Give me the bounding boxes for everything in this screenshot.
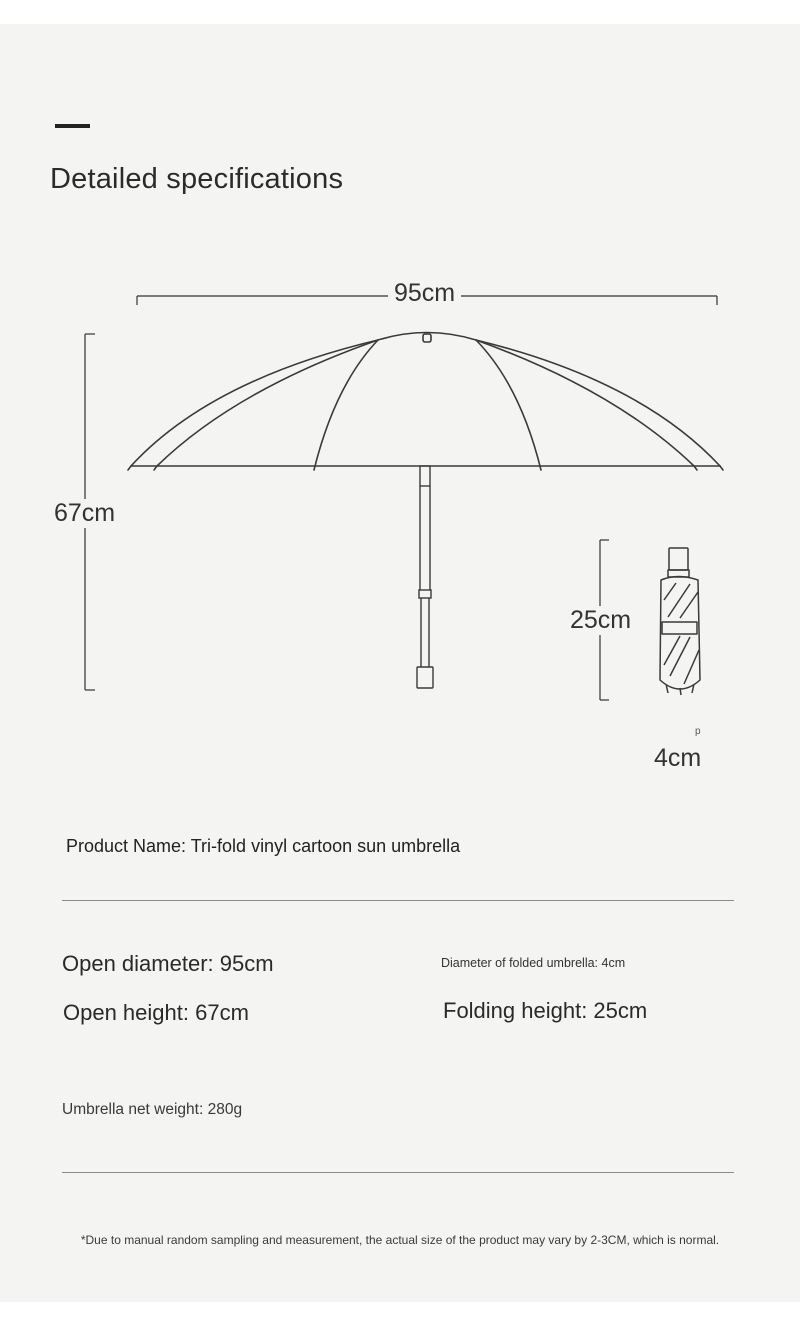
- folded-diameter-label: 4cm: [648, 744, 707, 773]
- folded-umbrella-illustration: [660, 548, 700, 695]
- divider: [62, 900, 734, 901]
- measurement-footnote: *Due to manual random sampling and measurement, the actual size of the product may vary by 2-3CM, which is normal.: [80, 1233, 720, 1247]
- spec-open-diameter: Open diameter: 95cm: [62, 951, 274, 976]
- small-mark: p: [695, 726, 701, 737]
- umbrella-shaft: [417, 466, 433, 688]
- open-height-label: 67cm: [48, 499, 121, 528]
- spec-folding-height: Folding height: 25cm: [443, 998, 648, 1023]
- open-umbrella-illustration: [128, 333, 723, 471]
- spec-open-height: Open height: 67cm: [63, 1000, 249, 1025]
- page-title: Detailed specifications: [50, 163, 344, 195]
- product-name: Product Name: Tri-fold vinyl cartoon sun umbrella: [66, 836, 461, 856]
- open-width-label: 95cm: [388, 279, 461, 308]
- spec-net-weight: Umbrella net weight: 280g: [62, 1101, 243, 1118]
- spec-folded-diameter: Diameter of folded umbrella: 4cm: [441, 956, 626, 970]
- divider: [62, 1172, 734, 1173]
- folded-height-label: 25cm: [564, 606, 637, 635]
